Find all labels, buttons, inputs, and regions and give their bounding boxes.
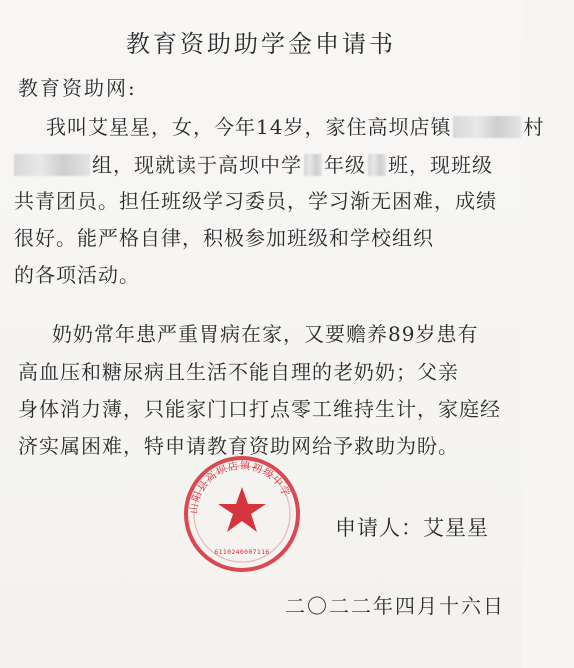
applicant-signature-line: 申请人：艾星星 [335,516,489,540]
paragraph1-line2-part2: 年级 [324,153,366,177]
redaction-grade [304,154,322,176]
official-seal-svg [180,452,304,576]
paragraph1-line4: 很好。能严格自律，积极参加班级和学校组织 [14,226,434,250]
seal-number-text: 6110240007116 [214,548,270,556]
paragraph1-line2-part3: 班，现班级 [388,153,493,177]
seal-star-icon [218,487,266,532]
redaction-class [368,154,386,176]
paragraph2-line2: 高血压和糖尿病且生活不能自理的老奶奶；父亲 [18,360,459,384]
salutation: 教育资助网: [18,76,137,100]
redaction-village [453,116,521,138]
paragraph1-line1 [46,116,568,138]
paragraph2-line3: 身体消力薄，只能家门口打点零工维持生计，家庭经 [18,397,501,421]
paragraph1-line1-suffix: 村 [523,115,545,139]
paragraph1-line1-text: 我叫艾星星，女，今年14岁，家住高坝店镇 [46,115,452,139]
redaction-group [14,154,90,176]
page-title: 教育资助助学金申请书 [126,30,396,58]
date-line: 二〇二二年四月十六日 [285,594,505,618]
official-seal [180,452,304,576]
paragraph1-line5: 的各项活动。 [14,263,140,287]
paragraph1-line3: 共青团员。担任班级学习委员，学习渐无困难，成绩 [14,189,497,213]
paragraph2-line4: 济实属困难，特申请教育资助网给予救助为盼。 [18,434,459,458]
paragraph2-line1: 奶奶常年患严重胃病在家，又要赡养89岁患有 [52,322,479,346]
paragraph1-line2-text: 组，现就读于高坝中学 [92,153,302,177]
seal-ring-text: 山阳县高坝店镇初级中学 [188,460,292,515]
paragraph1-line2 [12,154,534,176]
